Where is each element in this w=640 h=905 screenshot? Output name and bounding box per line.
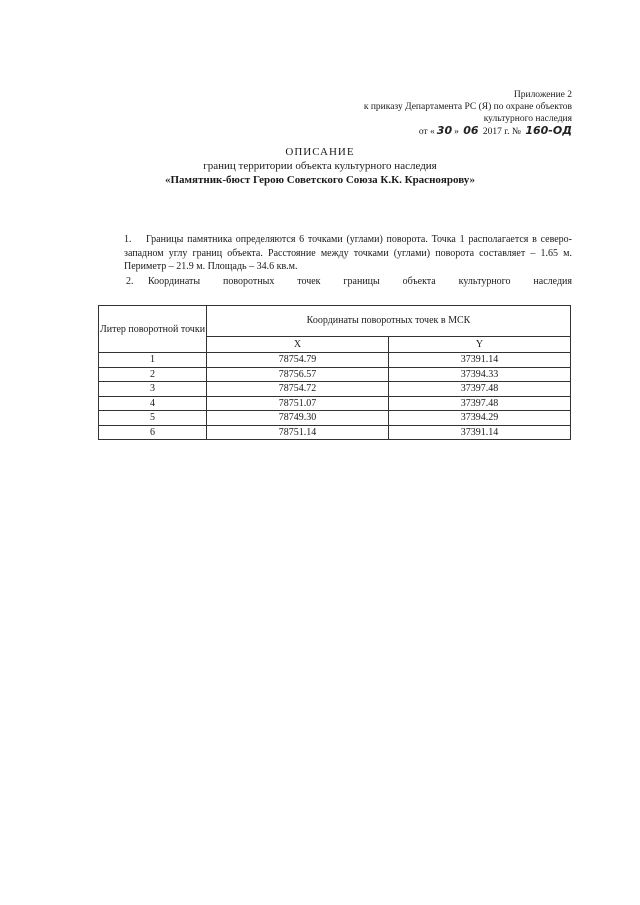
date-mid: » — [454, 127, 459, 137]
row-point-number: 6 — [99, 425, 207, 440]
table-row — [99, 382, 571, 397]
title-object-name: «Памятник-бюст Герою Советского Союза К.К. Краснoярову» — [164, 174, 476, 186]
row-point-number: 2 — [99, 367, 207, 382]
row-y-value: 37391.14 — [388, 425, 570, 440]
header-litera: Литер поворотной точки — [99, 306, 207, 353]
table-row — [99, 396, 571, 411]
appendix-date-line — [364, 125, 572, 138]
paragraph-1 — [124, 233, 572, 274]
row-y-value: 37394.29 — [388, 411, 570, 426]
row-point-number: 1 — [99, 353, 207, 368]
row-x-value: 78756.57 — [207, 367, 389, 382]
row-y-value: 37391.14 — [388, 353, 570, 368]
coordinates-table — [98, 305, 571, 440]
appendix-order-ref: к приказу Департамента РС (Я) по охране объектов — [363, 102, 572, 112]
document-title — [0, 145, 640, 187]
row-x-value: 78751.14 — [207, 425, 389, 440]
paragraph-2-text: Координаты поворотных точек границы объекта культурного наследия — [148, 275, 572, 287]
description-paragraphs — [126, 233, 572, 288]
row-y-value: 37394.33 — [388, 367, 570, 382]
table-row — [99, 353, 571, 368]
appendix-header — [364, 89, 572, 138]
row-y-value: 37397.48 — [388, 396, 570, 411]
paragraph-2-number: 2. — [126, 275, 134, 287]
table-header-row — [99, 306, 571, 337]
date-year: 2017 г. № — [482, 127, 521, 137]
paragraph-2 — [126, 275, 572, 289]
order-number-handwritten: 160-ОД — [525, 124, 572, 137]
table-row — [99, 411, 571, 426]
title-heading: ОПИСАНИЕ — [285, 146, 355, 158]
row-point-number: 5 — [99, 411, 207, 426]
date-prefix: от « — [418, 127, 435, 137]
header-coordinates: Координаты поворотных точек в МСК — [207, 306, 571, 337]
table-row — [99, 367, 571, 382]
table-row — [99, 425, 571, 440]
appendix-department: культурного наследия — [483, 114, 572, 124]
paragraph-1-text: Границы памятника определяются 6 точками (углами) поворота. Точка 1 располагается в северо-западном углу границ объекта. Расстояние между точками (углами) поворота составляет – 1.65 м. Периметр – 21.9 м. Площадь – 34.6 кв.м. — [124, 234, 572, 272]
row-x-value: 78754.72 — [207, 382, 389, 397]
paragraph-1-number: 1. — [124, 234, 132, 245]
appendix-title: Приложение 2 — [513, 90, 572, 100]
row-x-value: 78754.79 — [207, 353, 389, 368]
date-day-handwritten: 30 — [436, 124, 453, 137]
header-y: Y — [388, 336, 570, 352]
row-y-value: 37397.48 — [388, 382, 570, 397]
row-point-number: 4 — [99, 396, 207, 411]
title-subheading: границ территории объекта культурного наследия — [203, 160, 437, 172]
date-month-handwritten: 06 — [463, 124, 479, 137]
row-x-value: 78749.30 — [207, 411, 389, 426]
row-x-value: 78751.07 — [207, 396, 389, 411]
header-x: X — [207, 336, 389, 352]
row-point-number: 3 — [99, 382, 207, 397]
